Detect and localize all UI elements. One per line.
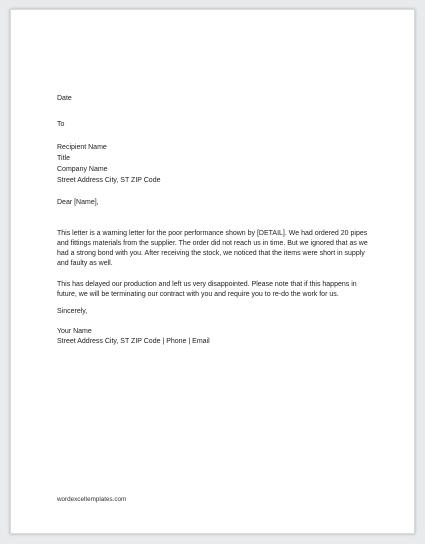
body-paragraph-2: This has delayed our production and left us very disappointed. Please note that if this happens in future, we will be terminating our contract with you and require you to re-do the work for us. (57, 281, 357, 298)
letter-page (10, 9, 415, 534)
sender-contact: Street Address City, ST ZIP Code | Phone | Email (57, 338, 210, 345)
date-line: Date (57, 95, 72, 102)
recipient-title: Title (57, 155, 70, 162)
salutation: Dear [Name], (57, 199, 99, 206)
to-line: To (57, 121, 65, 128)
recipient-address: Street Address City, ST ZIP Code (57, 177, 161, 184)
recipient-name: Recipient Name (57, 144, 107, 151)
closing: Sincerely, (57, 308, 88, 315)
footer-site: wordexceltemplates.com (57, 496, 127, 503)
company-name: Company Name (57, 166, 108, 173)
sender-name: Your Name (57, 328, 92, 335)
body-paragraph-1: This letter is a warning letter for the poor performance shown by [DETAIL]. We had ordered 20 pipes and fittings materials from the supplier. The order did not reach us in time. But we ignored that as we had a strong bond with you. After receiving the stock, we noticed that the items were short in supply and faulty as well. (57, 230, 368, 267)
